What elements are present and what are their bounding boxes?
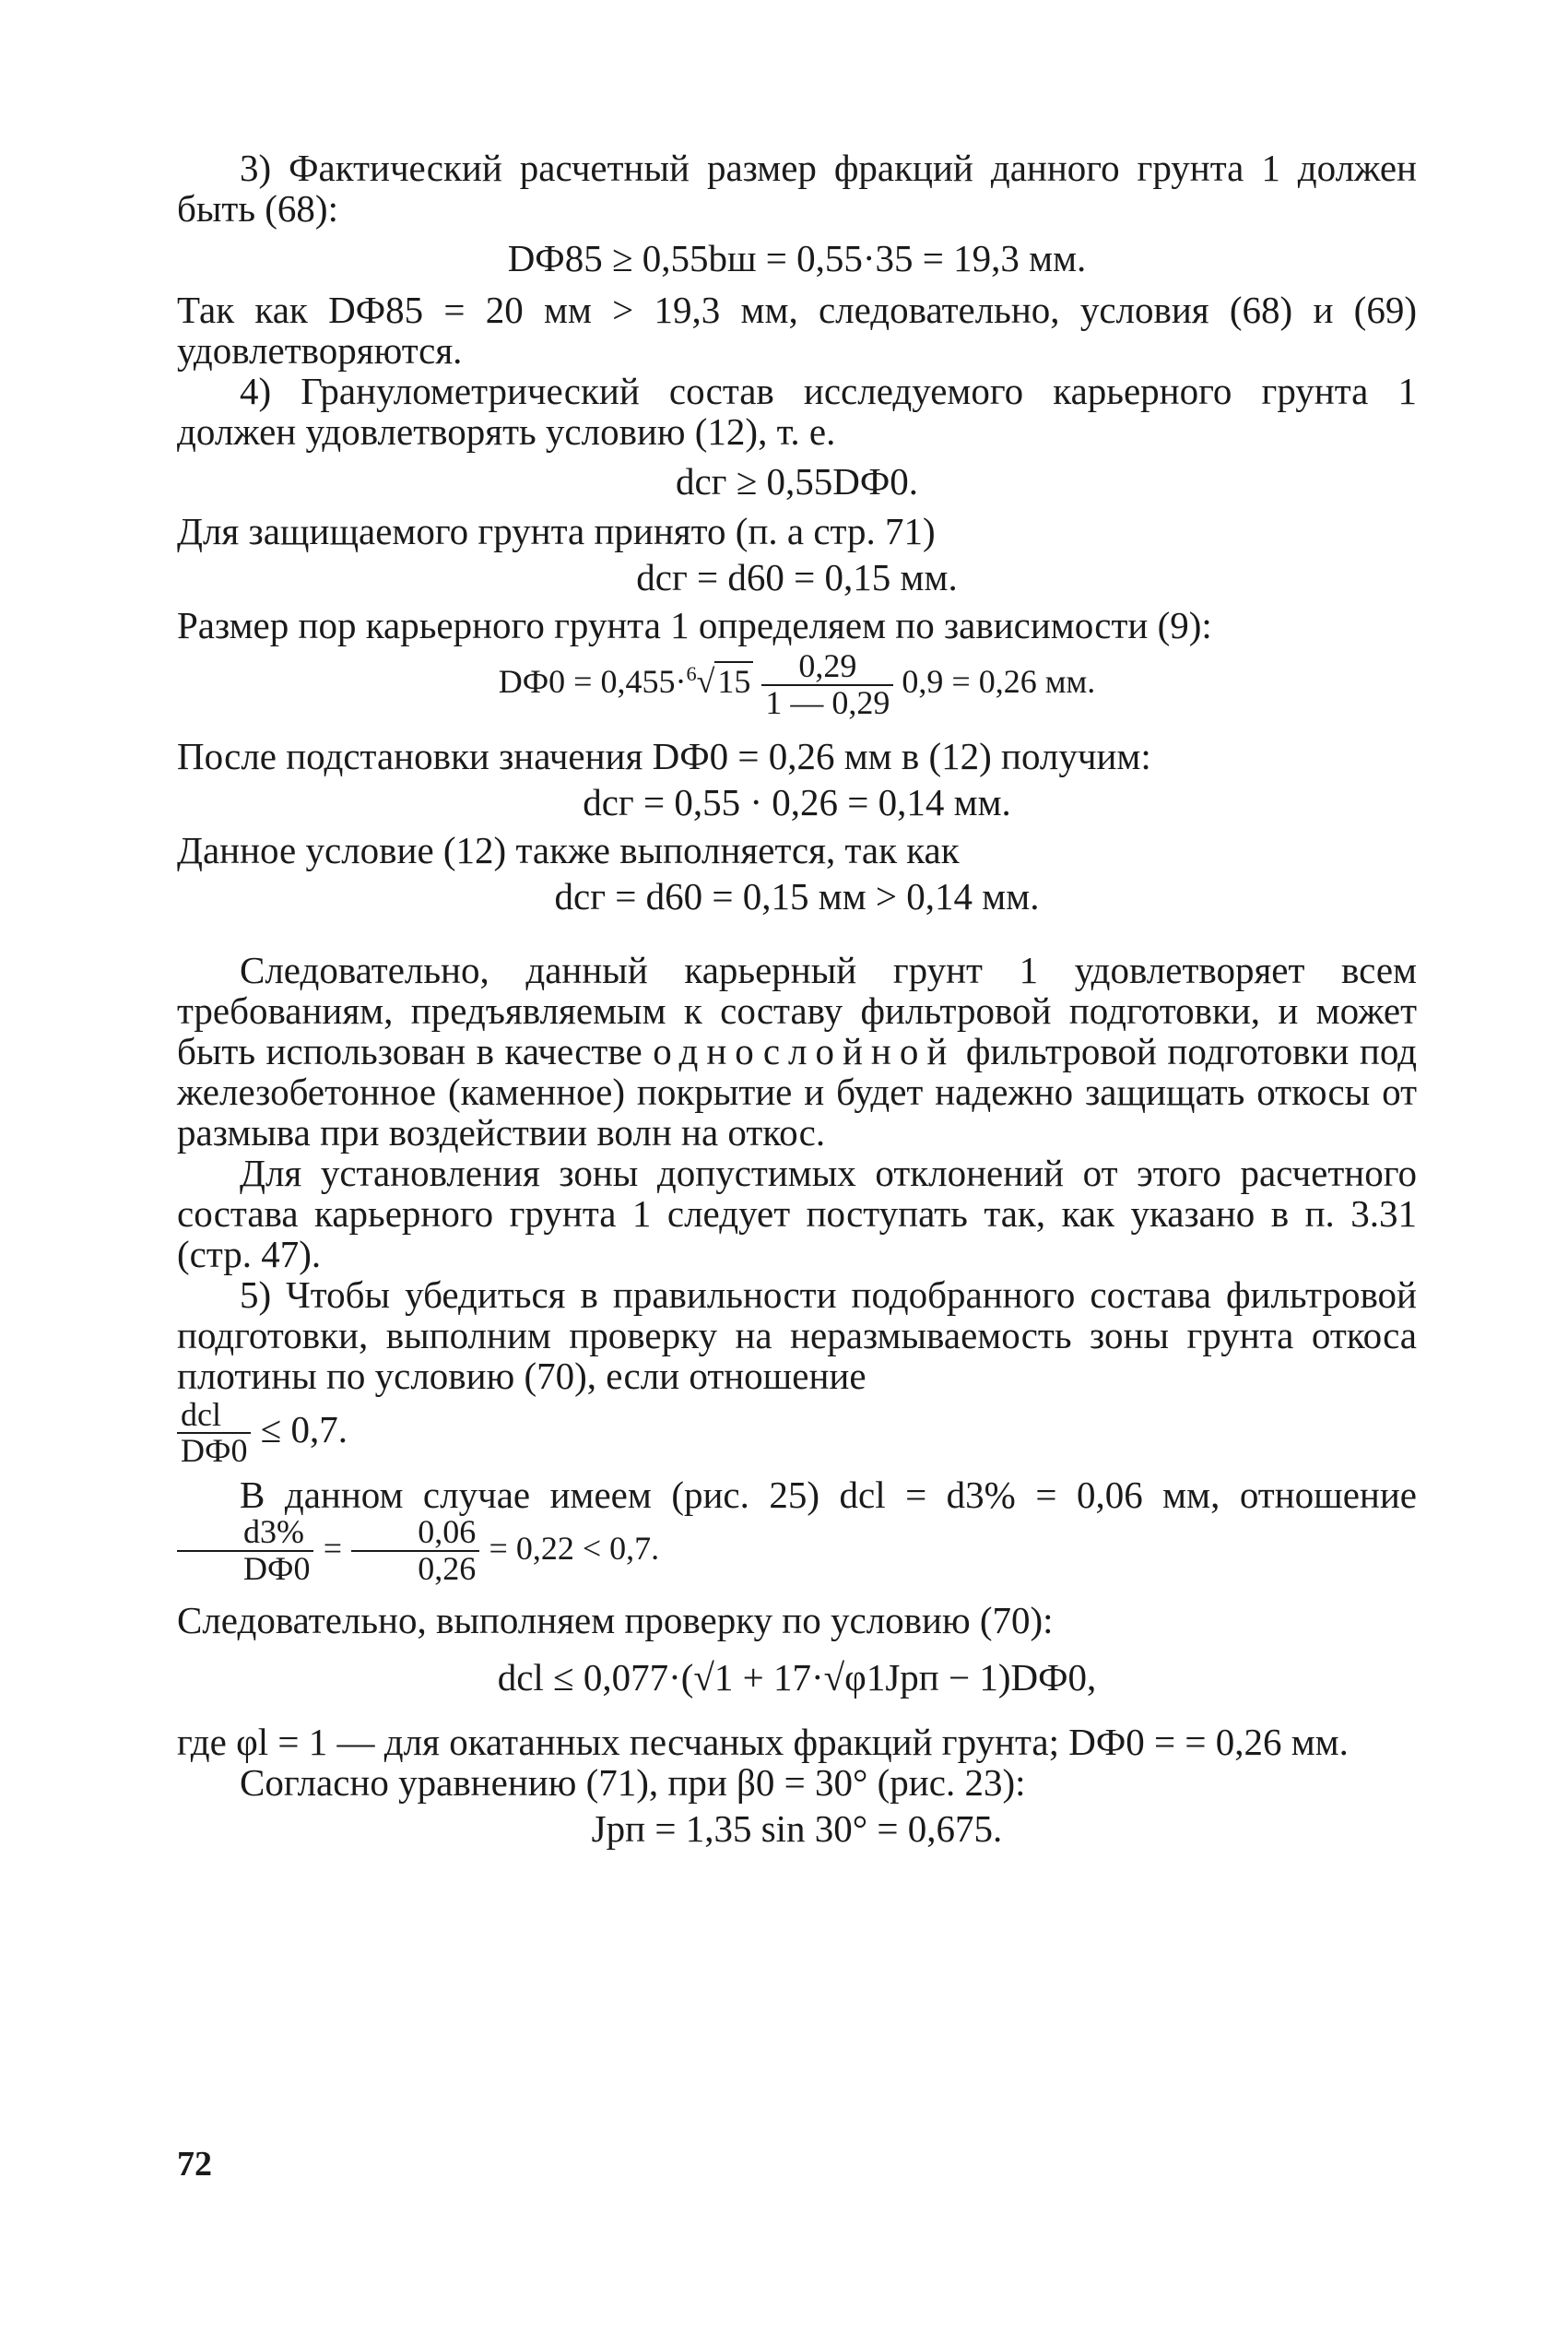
- formula-4-numerator: 0,29: [761, 649, 893, 686]
- ratio-numerator: dcl: [177, 1398, 251, 1435]
- paragraph-8-start: Следовательно, данный карьерный грунт 1 удовлетворяет всем требованиям, предъявляемым к составу фильтровой подготовки, и может быть использован в качестве: [177, 948, 1417, 1072]
- paragraph-14: Согласно уравнению (71), при β0 = 30° (рис. 23):: [240, 1760, 1026, 1804]
- formula-8-fraction-1: [177, 1515, 313, 1587]
- formula-8-numerator-1: d3%: [177, 1515, 313, 1552]
- page-body: [177, 148, 1417, 1849]
- paragraph-4: Для защищаемого грунта принято (п. а стр. 71): [177, 510, 936, 552]
- formula-3: dсг = d60 = 0,15 мм.: [636, 556, 958, 598]
- paragraph-11-text: В данном случае имеем (рис. 25) dсl = d3% = 0,06 мм, отношение: [240, 1474, 1417, 1517]
- formula-4-fraction: [761, 649, 893, 721]
- formula-4-radicand: 15: [714, 661, 753, 700]
- formula-8-denominator-2: 0,26: [418, 1549, 477, 1587]
- ratio-denominator: DФ0: [181, 1432, 248, 1470]
- paragraph-11: [177, 1474, 1417, 1587]
- paragraph-3: 4) Гранулометрический состав исследуемого карьерного грунта 1 должен удовлетворять условию (12), т. е.: [177, 370, 1417, 453]
- paragraph-2: Так как DФ85 = 20 мм > 19,3 мм, следовательно, условия (68) и (69) удовлетворяются.: [177, 289, 1417, 372]
- paragraph-6: После подстановки значения DФ0 = 0,26 мм в (12) получим:: [177, 734, 1151, 777]
- formula-2: dсг ≥ 0,55DФ0.: [675, 460, 919, 503]
- paragraph-13: где φl = 1 — для окатанных песчаных фракций грунта; DФ0 = = 0,26 мм.: [177, 1720, 1349, 1763]
- formula-8-denominator-1: DФ0: [243, 1549, 311, 1587]
- radical-icon: √: [696, 663, 715, 701]
- formula-9: dсl ≤ 0,077·(√1 + 17·√φ1Jрп − 1)DФ0,: [497, 1655, 1097, 1699]
- formula-4: [177, 649, 1417, 721]
- ratio-tail: ≤ 0,7.: [260, 1407, 348, 1450]
- formula-8-fraction-2: [351, 1515, 479, 1587]
- page-number: 72: [177, 2145, 212, 2184]
- paragraph-8-emphasis: однослойной: [653, 1029, 956, 1072]
- formula-1: DФ85 ≥ 0,55bш = 0,55·35 = 19,3 мм.: [507, 237, 1087, 279]
- equals-sign: =: [323, 1530, 343, 1568]
- formula-8-numerator-2: 0,06: [351, 1515, 479, 1552]
- paragraph-7: Данное условие (12) также выполняется, так как: [177, 828, 960, 871]
- paragraph-8: [177, 950, 1417, 1153]
- formula-4-left: DФ0 = 0,455·: [498, 663, 687, 701]
- formula-8-tail: = 0,22 < 0,7.: [489, 1530, 660, 1568]
- formula-4-right: 0,9 = 0,26 мм.: [902, 663, 1096, 701]
- paragraph-8-end: фильтровой подготовки под железобетонное (каменное) покрытие и будет надежно защищать откосы от размыва при воздействии волн на откос.: [177, 1029, 1417, 1154]
- paragraph-10: 5) Чтобы убедиться в правильности подобранного состава фильтровой подготовки, выполним проверку на неразмываемость зоны грунта откоса плотины по условию (70), если отношение: [177, 1273, 1417, 1397]
- ratio-fraction: [177, 1395, 251, 1470]
- ratio-condition: [177, 1395, 1417, 1470]
- paragraph-5: Размер пор карьерного грунта 1 определяем по зависимости (9):: [177, 604, 1212, 646]
- formula-6: dсг = d60 = 0,15 мм > 0,14 мм.: [554, 874, 1040, 917]
- formula-5: dсг = 0,55 · 0,26 = 0,14 мм.: [583, 780, 1011, 823]
- formula-10: Jрп = 1,35 sin 30° = 0,675.: [591, 1806, 1003, 1850]
- formula-4-root-index: 6: [686, 662, 697, 686]
- formula-4-denominator: 1 — 0,29: [765, 683, 890, 721]
- paragraph-9: Для установления зоны допустимых отклонений от этого расчетного состава карьерного грунта 1 следует поступать так, как указано в п. 3.31 (стр. 47).: [177, 1151, 1417, 1275]
- paragraph-12: Следовательно, выполняем проверку по условию (70):: [177, 1598, 1054, 1641]
- paragraph-1: 3) Фактический расчетный размер фракций данного грунта 1 должен быть (68):: [177, 147, 1417, 230]
